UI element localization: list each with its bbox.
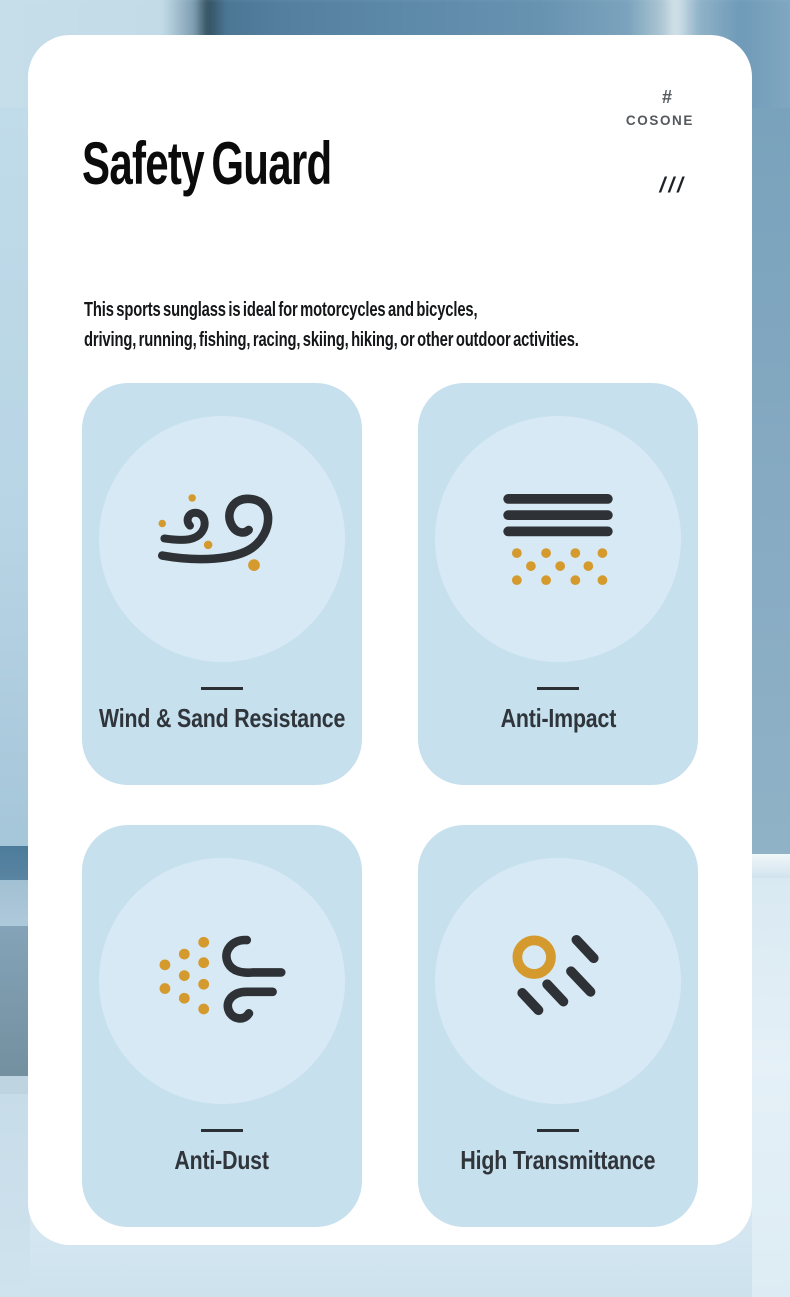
background-left-step [0,846,30,880]
background-right-strip [752,108,790,854]
feature-label: Anti-Impact [500,703,616,733]
label-dash [537,1129,579,1132]
brand-logo [626,87,694,198]
label-dash [201,687,243,690]
background-right-step [752,854,790,878]
feature-tile-high-transmittance [418,825,698,1227]
background-left-strip [0,108,30,852]
intro-line-1: This sports sunglass is ideal for motorcycles and bicycles, [84,298,478,321]
brand-name: COSONE [625,113,694,128]
anti-impact-icon [493,484,623,594]
feature-label: Wind & Sand Resistance [98,703,346,733]
icon-circle [435,416,681,662]
page-title: Safety Guard [82,130,332,197]
label-dash [537,687,579,690]
background-right-lower [752,878,790,1297]
content-card [28,35,752,1245]
feature-label: High Transmittance [460,1145,656,1175]
feature-tile-anti-dust [82,825,362,1227]
feature-grid [82,383,698,1227]
icon-circle [99,416,345,662]
wind-sand-icon [146,483,298,595]
header [82,85,698,255]
anti-dust-icon [152,927,292,1035]
slashes-icon: /// [659,174,686,197]
icon-circle [99,858,345,1104]
background-left-step [0,1094,30,1297]
feature-tile-anti-impact [418,383,698,785]
intro-copy [84,295,698,355]
icon-circle [435,858,681,1104]
high-transmittance-icon [493,926,623,1036]
background-left-step [0,926,30,1076]
background-left-step [0,880,30,926]
feature-label: Anti-Dust [174,1145,270,1175]
background-left-step [0,1076,30,1094]
label-dash [201,1129,243,1132]
hash-icon: # [661,87,672,107]
intro-line-2: driving, running, fishing, racing, skiing, hiking, or other outdoor activities. [84,328,579,351]
feature-tile-wind-sand [82,383,362,785]
